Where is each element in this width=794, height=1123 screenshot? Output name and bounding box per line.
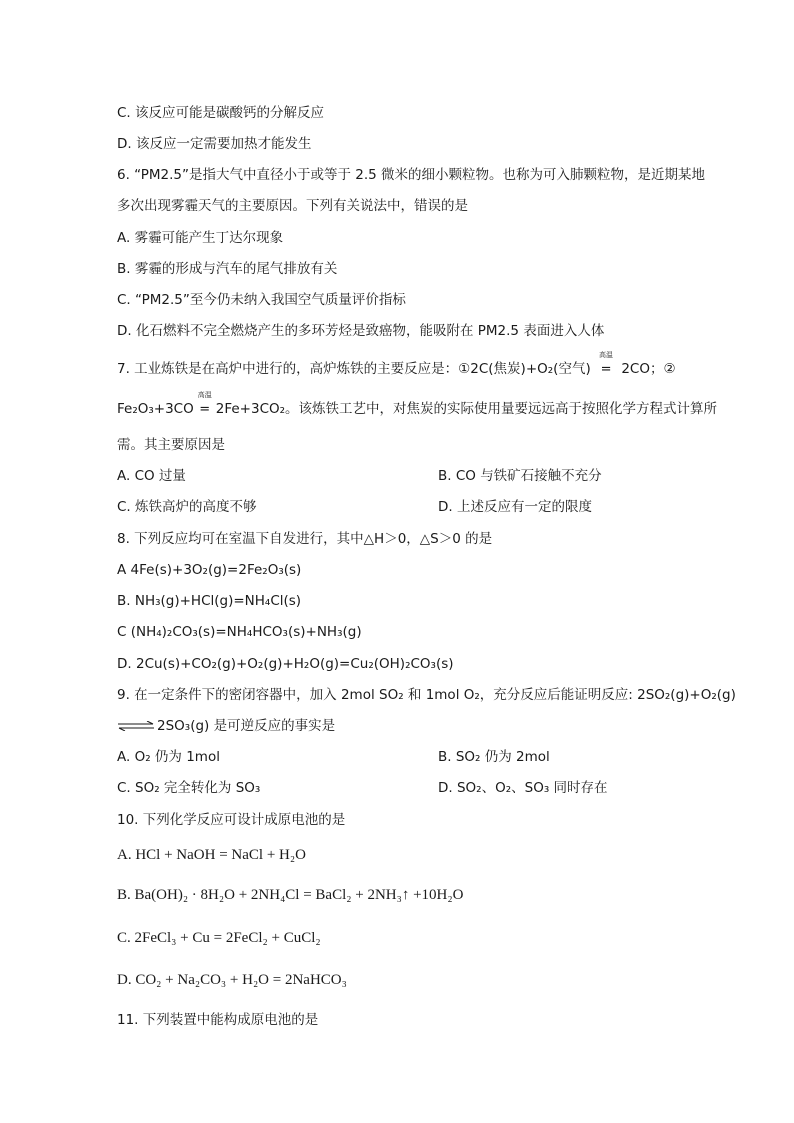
q7-stem-2 — [117, 391, 718, 419]
q9-stem-2 — [117, 717, 335, 735]
q6-stem-1: 6. “PM2.5”是指大气中直径小于或等于 2.5 微米的细小颗粒物。也称为可入肺颗粒物，是近期某地 — [117, 167, 706, 183]
q8-option-a: A 4Fe(s)+3O₂(g)=2Fe₂O₃(s) — [117, 562, 302, 578]
q6-option-b: B. 雾霾的形成与汽车的尾气排放有关 — [117, 261, 338, 277]
q9-option-c: C. SO₂ 完全转化为 SO₃ — [117, 780, 261, 796]
q7-stem-2-text: 2Fe+3CO₂。该炼铁工艺中，对焦炭的实际使用量要远远高于按照化学方程式计算所 — [215, 401, 718, 417]
q9-option-b: B. SO₂ 仍为 2mol — [438, 749, 550, 765]
q7-stem-3: 需。其主要原因是 — [117, 437, 225, 453]
q7-stem-1 — [117, 351, 676, 379]
line-d: D. 该反应一定需要加热才能发生 — [117, 136, 312, 152]
q10-option-c: C. 2FeCl₃ + Cu = 2FeCl₂ + CuCl₂ — [117, 930, 321, 946]
q7-stem-2-head: Fe₂O₃+3CO — [117, 401, 194, 417]
q10-option-b: B. Ba(OH)₂ · 8H₂O + 2NH₄Cl = BaCl₂ + 2NH₃↑ +10H₂O — [117, 887, 464, 903]
q9-stem-1: 9. 在一定条件下的密闭容器中，加入 2mol SO₂ 和 1mol O₂，充分反应后能证明反应: 2SO₂(g)+O₂(g) — [117, 687, 736, 703]
line-c: C. 该反应可能是碳酸钙的分解反应 — [117, 105, 325, 121]
q8-option-d: D. 2Cu(s)+CO₂(g)+O₂(g)+H₂O(g)=Cu₂(OH)₂CO₃(s) — [117, 656, 454, 672]
q8-option-c: C (NH₄)₂CO₃(s)=NH₄HCO₃(s)+NH₃(g) — [117, 624, 362, 640]
q6-stem-2: 多次出现雾霾天气的主要原因。下列有关说法中，错误的是 — [117, 198, 468, 214]
condition-mark-1: 高温 = — [599, 351, 614, 377]
q7-option-a: A. CO 过量 — [117, 468, 186, 484]
q11-stem: 11. 下列装置中能构成原电池的是 — [117, 1012, 319, 1028]
condition-mark-2: 高温 = — [197, 391, 212, 417]
q10-option-a: A. HCl + NaOH = NaCl + H₂O — [117, 847, 306, 863]
q8-stem: 8. 下列反应均可在室温下自发进行，其中△H＞0，△S＞0 的是 — [117, 531, 493, 547]
q9-option-a: A. O₂ 仍为 1mol — [117, 749, 220, 765]
q7-option-d: D. 上述反应有一定的限度 — [438, 499, 592, 515]
q7-option-b: B. CO 与铁矿石接触不充分 — [438, 468, 602, 484]
q7-stem-1-text: 7. 工业炼铁是在高炉中进行的，高炉炼铁的主要反应是：①2C(焦炭)+O₂(空气) — [117, 361, 591, 377]
q9-option-d: D. SO₂、O₂、SO₃ 同时存在 — [438, 780, 608, 796]
q8-option-b: B. NH₃(g)+HCl(g)=NH₄Cl(s) — [117, 593, 302, 609]
q6-option-c: C. “PM2.5”至今仍未纳入我国空气质量评价指标 — [117, 292, 406, 308]
q6-option-a: A. 雾霾可能产生丁达尔现象 — [117, 230, 284, 246]
reversible-arrow-icon — [117, 721, 155, 731]
q10-option-d: D. CO₂ + Na₂CO₃ + H₂O = 2NaHCO₃ — [117, 972, 347, 988]
q6-option-d: D. 化石燃料不完全燃烧产生的多环芳烃是致癌物，能吸附在 PM2.5 表面进入人体 — [117, 323, 605, 339]
q9-stem-2-text: 2SO₃(g) 是可逆反应的事实是 — [157, 718, 336, 734]
q7-option-c: C. 炼铁高炉的高度不够 — [117, 499, 257, 515]
q7-stem-1-tail: 2CO；② — [621, 361, 676, 377]
q10-stem: 10. 下列化学反应可设计成原电池的是 — [117, 812, 346, 828]
